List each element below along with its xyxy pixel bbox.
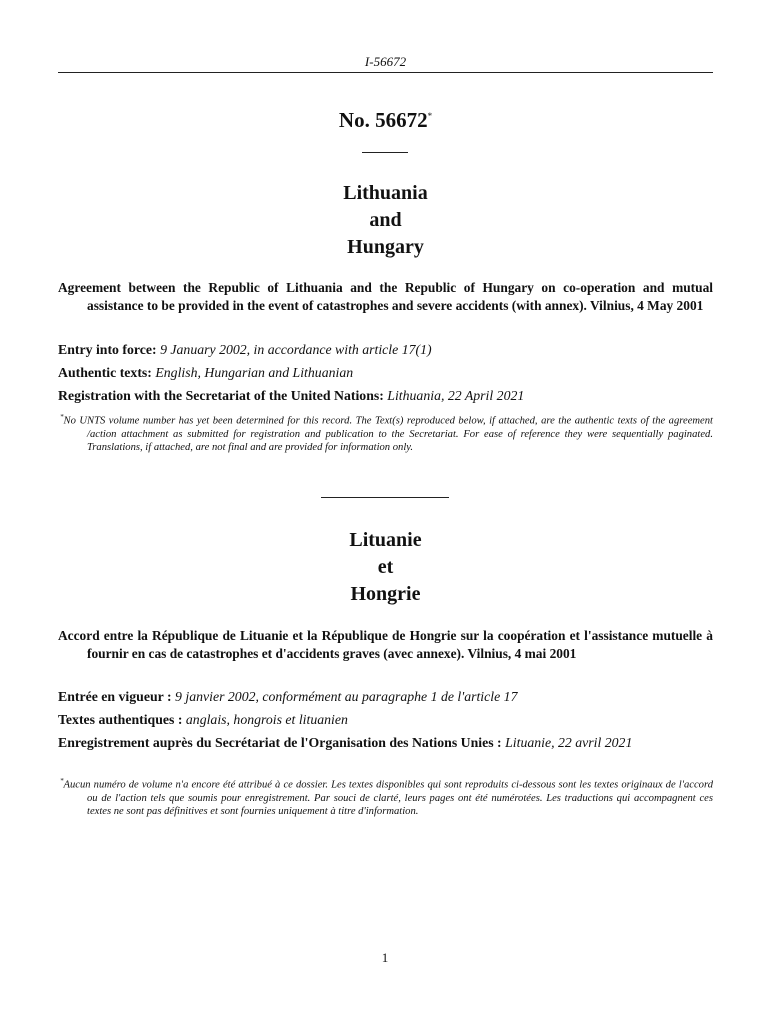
textes-authentiques-label: Textes authentiques : (58, 712, 183, 727)
french-party-1: Lituanie (349, 529, 422, 551)
french-footnote-text: Aucun numéro de volume n'a encore été attribué à ce dossier. Les textes disponibles qui sont reproduits ci-dessous sont les textes originaux de l'accord ou de l'action tels que soumis pour enregistrement. Par souci de clarté, leurs pages ont été numérotées. Les traductions qui accompagnent ces textes ne sont pas définitives et sont fournies uniquement à titre d'information. (63, 779, 713, 818)
english-party-2: Hungary (347, 236, 424, 258)
french-footnote-mark: * (60, 777, 64, 785)
registration-number: No. 56672 (338, 108, 428, 132)
page-number: 1 (381, 950, 389, 965)
entry-into-force-value: 9 January 2002, in accordance with article 17(1) (160, 342, 432, 357)
french-footnote (58, 775, 713, 818)
french-registration (58, 734, 742, 752)
english-agreement-text: Agreement between the Republic of Lithuania and the Republic of Hungary on co-operation and mutual assistance to be provided in the event of catastrophes and severe accidents (with annex). Vilnius, 4 May 2001 (58, 280, 713, 313)
title-rule (362, 152, 408, 153)
french-authentic-texts (58, 711, 713, 729)
french-agreement-title (58, 627, 713, 663)
english-connector: and (369, 209, 402, 231)
english-party-1: Lithuania (343, 182, 428, 204)
entree-en-vigueur-value: 9 janvier 2002, conformément au paragraphe 1 de l'article 17 (175, 689, 518, 704)
english-footnote-text: No UNTS volume number has yet been determined for this record. The Text(s) reproduced below, if attached, are the authentic texts of the agreement /action attachment as submitted for registration and publication to the Secretariat. For ease of reference they were sequentially paginated. Translations, if attached, are not final and are provided for information only. (63, 415, 713, 454)
authentic-texts-label: Authentic texts: (58, 365, 152, 380)
registration-title (58, 108, 713, 133)
french-party-2: Hongrie (350, 583, 421, 605)
english-footnote-mark: * (60, 413, 64, 421)
registration-footnote-mark: * (427, 111, 433, 121)
french-entry-into-force (58, 688, 713, 706)
enregistrement-label: Enregistrement auprès du Secrétariat de l'Organisation des Nations Unies : (58, 735, 502, 750)
running-head: I-56672 (364, 54, 407, 69)
english-entry-into-force (58, 341, 713, 359)
french-connector: et (377, 556, 394, 578)
french-agreement-text: Accord entre la République de Lituanie et la République de Hongrie sur la coopération et l'assistance mutuelle à fournir en cas de catastrophes et d'accidents graves (avec annexe). Vilnius, 4 mai 2001 (58, 628, 713, 661)
english-footnote (58, 411, 713, 454)
english-agreement-title (58, 279, 713, 315)
textes-authentiques-value: anglais, hongrois et lituanien (185, 712, 348, 727)
english-authentic-texts (58, 364, 713, 382)
enregistrement-value: Lituanie, 22 avril 2021 (505, 735, 633, 750)
entree-en-vigueur-label: Entrée en vigueur : (58, 689, 172, 704)
registration-label: Registration with the Secretariat of the United Nations: (58, 388, 384, 403)
english-parties (58, 180, 713, 261)
authentic-texts-value: English, Hungarian and Lithuanian (155, 365, 354, 380)
entry-into-force-label: Entry into force: (58, 342, 157, 357)
section-divider (321, 497, 449, 498)
registration-value: Lithuania, 22 April 2021 (387, 388, 525, 403)
header-rule (58, 72, 713, 73)
english-registration (58, 387, 713, 405)
french-parties (58, 527, 713, 608)
